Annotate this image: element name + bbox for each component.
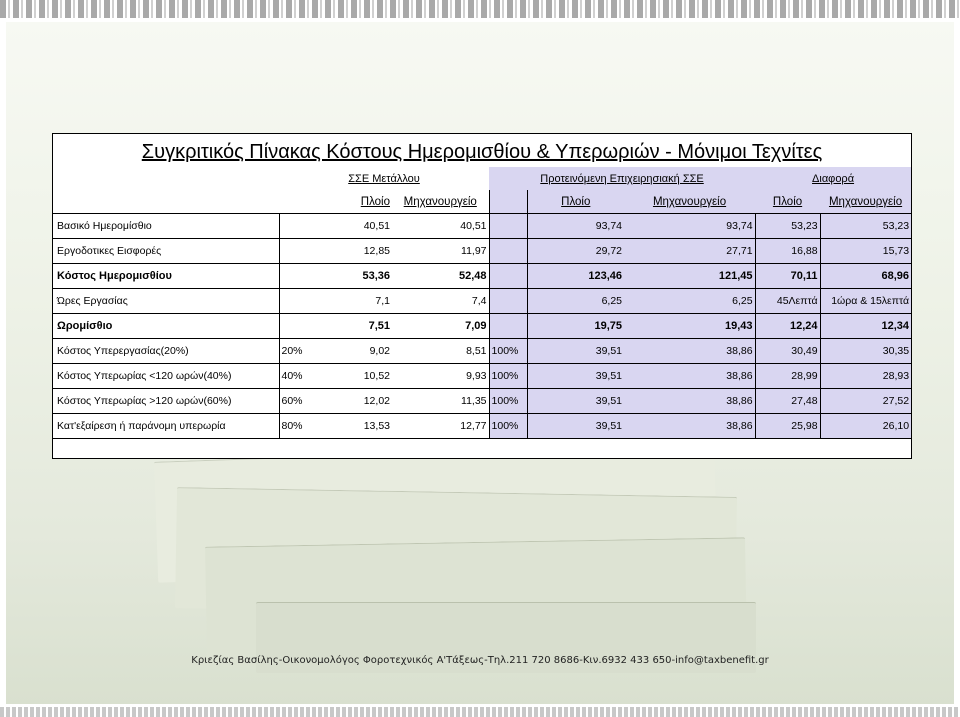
cell-c1: 70,11 bbox=[755, 264, 820, 289]
cell-b2: 19,43 bbox=[624, 314, 755, 339]
cell-a2: 52,48 bbox=[392, 264, 489, 289]
cell-b2: 27,71 bbox=[624, 239, 755, 264]
cell-c2: 27,52 bbox=[820, 389, 911, 414]
cell-p1 bbox=[279, 264, 307, 289]
cell-label: Κατ'εξαίρεση ή παράνομη υπερωρία bbox=[53, 414, 279, 439]
col-b-mixanourgeio: Μηχανουργείο bbox=[624, 190, 755, 214]
cell-a2: 11,97 bbox=[392, 239, 489, 264]
cell-p1 bbox=[279, 239, 307, 264]
table-row bbox=[53, 214, 911, 239]
top-decorative-bar bbox=[0, 0, 960, 18]
cell-a1: 40,51 bbox=[307, 214, 392, 239]
bottom-decorative-bar bbox=[0, 707, 960, 717]
table-body bbox=[53, 214, 911, 439]
table-row bbox=[53, 264, 911, 289]
cell-c2: 68,96 bbox=[820, 264, 911, 289]
cell-p2: 100% bbox=[489, 364, 527, 389]
cell-c2: 28,93 bbox=[820, 364, 911, 389]
cell-a1: 13,53 bbox=[307, 414, 392, 439]
cell-b2: 6,25 bbox=[624, 289, 755, 314]
cell-a2: 40,51 bbox=[392, 214, 489, 239]
table-row bbox=[53, 239, 911, 264]
cell-p1 bbox=[279, 214, 307, 239]
cell-a2: 7,09 bbox=[392, 314, 489, 339]
cell-b1: 6,25 bbox=[527, 289, 624, 314]
cell-b1: 93,74 bbox=[527, 214, 624, 239]
cell-p2 bbox=[489, 314, 527, 339]
cell-b2: 38,86 bbox=[624, 389, 755, 414]
cell-b1: 39,51 bbox=[527, 389, 624, 414]
cell-a1: 10,52 bbox=[307, 364, 392, 389]
cell-label: Κόστος Υπερωρίας <120 ωρών(40%) bbox=[53, 364, 279, 389]
cell-c1: 53,23 bbox=[755, 214, 820, 239]
cell-p2: 100% bbox=[489, 389, 527, 414]
cell-a1: 7,1 bbox=[307, 289, 392, 314]
cell-label: Κόστος Υπερεργασίας(20%) bbox=[53, 339, 279, 364]
cell-p2 bbox=[489, 239, 527, 264]
group-diafora: Διαφορά bbox=[755, 167, 911, 190]
group-header-row bbox=[53, 167, 911, 190]
cell-b1: 29,72 bbox=[527, 239, 624, 264]
table-row bbox=[53, 389, 911, 414]
cell-b1: 39,51 bbox=[527, 414, 624, 439]
col-a-ploio: Πλοίο bbox=[279, 190, 392, 214]
cell-c1: 28,99 bbox=[755, 364, 820, 389]
cell-b1: 39,51 bbox=[527, 364, 624, 389]
cell-label: Εργοδοτικες Εισφορές bbox=[53, 239, 279, 264]
cell-c1: 16,88 bbox=[755, 239, 820, 264]
cell-a1: 12,85 bbox=[307, 239, 392, 264]
cell-p2 bbox=[489, 289, 527, 314]
cell-b1: 19,75 bbox=[527, 314, 624, 339]
cell-c1: 25,98 bbox=[755, 414, 820, 439]
cell-p1 bbox=[279, 314, 307, 339]
cell-c1: 12,24 bbox=[755, 314, 820, 339]
cell-c2: 53,23 bbox=[820, 214, 911, 239]
cell-c2: 12,34 bbox=[820, 314, 911, 339]
cell-c2: 30,35 bbox=[820, 339, 911, 364]
col-b-ploio: Πλοίο bbox=[527, 190, 624, 214]
cell-c2: 26,10 bbox=[820, 414, 911, 439]
table-row bbox=[53, 314, 911, 339]
comparison-table bbox=[53, 167, 911, 439]
comparison-table-sheet bbox=[52, 133, 912, 459]
cell-c1: 27,48 bbox=[755, 389, 820, 414]
cell-b1: 39,51 bbox=[527, 339, 624, 364]
cell-label: Κόστος Ημερομισθίου bbox=[53, 264, 279, 289]
cell-a1: 9,02 bbox=[307, 339, 392, 364]
cell-b2: 38,86 bbox=[624, 414, 755, 439]
column-header-row bbox=[53, 190, 911, 214]
cell-p2 bbox=[489, 214, 527, 239]
cell-b2: 38,86 bbox=[624, 339, 755, 364]
cell-p1: 20% bbox=[279, 339, 307, 364]
table-row bbox=[53, 289, 911, 314]
cell-p1: 60% bbox=[279, 389, 307, 414]
col-c-mixanourgeio: Μηχανουργείο bbox=[820, 190, 911, 214]
group-proteinomeni: Προτεινόμενη Επιχειρησιακή ΣΣΕ bbox=[489, 167, 755, 190]
cell-p2 bbox=[489, 264, 527, 289]
cell-label: Κόστος Υπερωρίας >120 ωρών(60%) bbox=[53, 389, 279, 414]
cell-c2: 15,73 bbox=[820, 239, 911, 264]
cell-p2: 100% bbox=[489, 339, 527, 364]
cell-c2: 1ώρα & 15λεπτά bbox=[820, 289, 911, 314]
col-c-ploio: Πλοίο bbox=[755, 190, 820, 214]
table-row bbox=[53, 339, 911, 364]
cell-b2: 93,74 bbox=[624, 214, 755, 239]
cell-label: Ώρες Εργασίας bbox=[53, 289, 279, 314]
cell-a2: 8,51 bbox=[392, 339, 489, 364]
cell-b2: 121,45 bbox=[624, 264, 755, 289]
cell-c1: 45Λεπτά bbox=[755, 289, 820, 314]
cell-b1: 123,46 bbox=[527, 264, 624, 289]
cell-p1: 40% bbox=[279, 364, 307, 389]
cell-a2: 11,35 bbox=[392, 389, 489, 414]
table-row bbox=[53, 414, 911, 439]
col-a-mixanourgeio: Μηχανουργείο bbox=[392, 190, 489, 214]
cell-c1: 30,49 bbox=[755, 339, 820, 364]
group-sse-metallou: ΣΣΕ Μετάλλου bbox=[348, 172, 420, 185]
cell-p2: 100% bbox=[489, 414, 527, 439]
table-row bbox=[53, 364, 911, 389]
cell-a2: 7,4 bbox=[392, 289, 489, 314]
cell-p1 bbox=[279, 289, 307, 314]
cell-a1: 53,36 bbox=[307, 264, 392, 289]
footer-contact: Κριεζίας Βασίλης-Οικονομολόγος Φοροτεχνικός Α'Τάξεως-Τηλ.211 720 8686-Κιν.6932 433 650-info@taxbenefit.gr bbox=[191, 655, 769, 666]
cell-b2: 38,86 bbox=[624, 364, 755, 389]
cell-a2: 9,93 bbox=[392, 364, 489, 389]
cell-a1: 12,02 bbox=[307, 389, 392, 414]
cell-a1: 7,51 bbox=[307, 314, 392, 339]
cell-a2: 12,77 bbox=[392, 414, 489, 439]
cell-p1: 80% bbox=[279, 414, 307, 439]
page-title: Συγκριτικός Πίνακας Κόστους Ημερομισθίου & Υπερωριών - Μόνιμοι Τεχνίτες bbox=[141, 141, 823, 163]
cell-label: Βασικό Ημερομίσθιο bbox=[53, 214, 279, 239]
cell-label: Ωρομίσθιο bbox=[53, 314, 279, 339]
